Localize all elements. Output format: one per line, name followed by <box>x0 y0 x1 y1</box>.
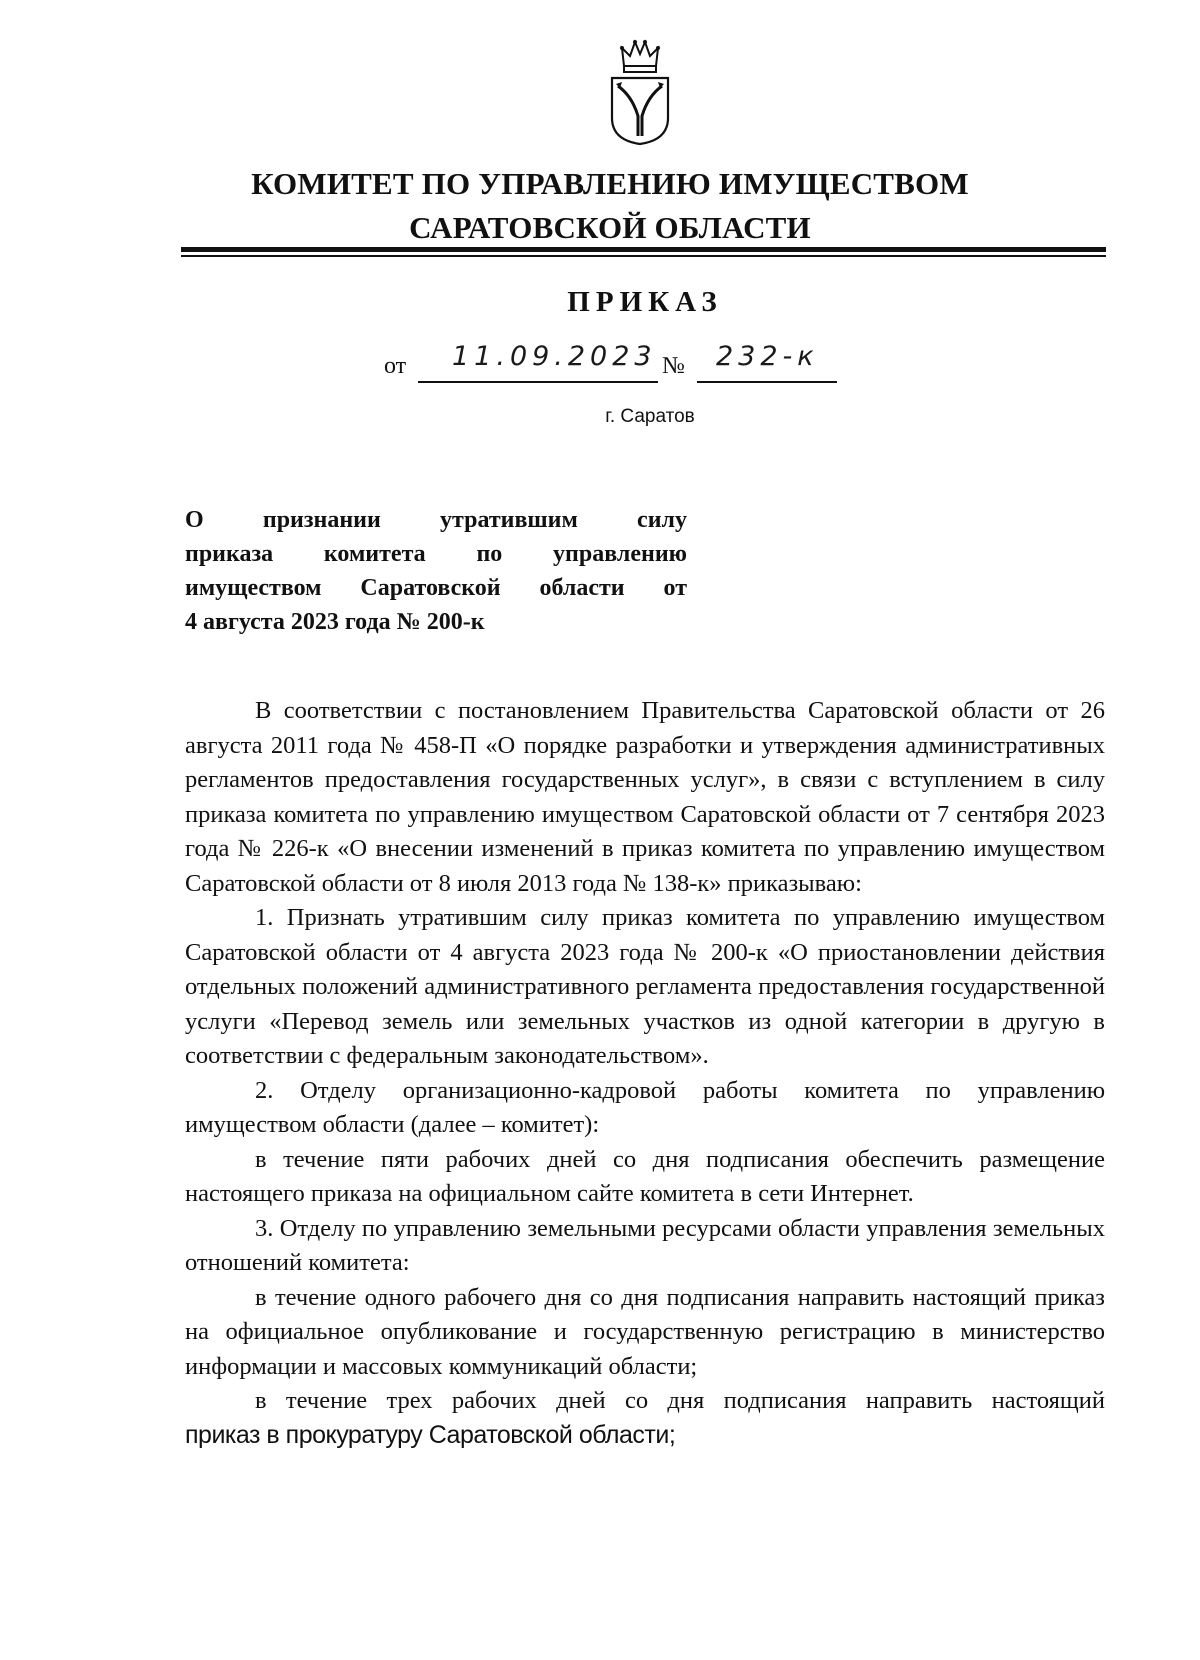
body-paragraph: В соответствии с постановлением Правительства Саратовской области от 26 августа 2011 года № 458-П «О порядке разработки и утверждения административных регламентов предоставления государственных услуг», в связи с вступлением в силу приказа комитета по управлению имуществом Саратовской области от 7 сентября 2023 года № 226-к «О внесении изменений в приказ комитета по управлению имуществом Саратовской области от 8 июля 2013 года № 138-к» приказываю: <box>185 697 1105 897</box>
organization-title <box>0 162 1200 250</box>
body-paragraph: приказ в прокуратуру Саратовской области; <box>185 1421 676 1449</box>
handwritten-number: 232-к <box>716 341 819 372</box>
subject-line: приказа комитета по управлению <box>185 541 687 567</box>
subject-line: имуществом Саратовской области от <box>185 575 687 601</box>
handwritten-date: 11.09.2023 <box>452 341 657 372</box>
city-label: г. Саратов <box>605 406 695 427</box>
body-paragraph: в течение пяти рабочих дней со дня подписания обеспечить размещение настоящего приказа на официальном сайте комитета в сети Интернет. <box>185 1145 1105 1207</box>
organization-title-line1: КОМИТЕТ ПО УПРАВЛЕНИЮ ИМУЩЕСТВОМ <box>251 166 969 201</box>
number-underline <box>697 381 837 383</box>
body-paragraph: в течение одного рабочего дня со дня подписания направить настоящий приказ на официальное опубликование и государственную регистрацию в министерство информации и массовых коммуникаций области; <box>185 1283 1105 1380</box>
subject-line: О признании утратившим силу <box>185 507 687 533</box>
date-underline <box>418 381 658 383</box>
document-subject <box>185 503 687 639</box>
body-paragraph: 3. Отделу по управлению земельными ресурсами области управления земельных отношений комитета: <box>185 1214 1105 1276</box>
date-number-row <box>384 341 920 385</box>
document-type: ПРИКАЗ <box>567 286 723 318</box>
header-divider-thick <box>181 247 1106 252</box>
organization-title-line2: САРАТОВСКОЙ ОБЛАСТИ <box>409 210 811 245</box>
body-paragraph: в течение трех рабочих дней со дня подписания направить настоящий <box>255 1387 1105 1414</box>
body-paragraph: 2. Отделу организационно-кадровой работы комитета по управлению имуществом области (далее – комитет): <box>185 1076 1105 1138</box>
saratov-coat-of-arms-icon <box>610 36 670 146</box>
number-label: № <box>662 353 685 379</box>
subject-line: 4 августа 2023 года № 200-к <box>185 609 485 635</box>
body-paragraph: 1. Признать утратившим силу приказ комитета по управлению имуществом Саратовской области от 4 августа 2023 года № 200-к «О приостановлении действия отдельных положений административного регламента предоставления государственной услуги «Перевод земель или земельных участков из одной категории в другую в соответствии с федеральным законодательством». <box>185 904 1105 1069</box>
document-body <box>185 694 1105 1453</box>
date-label: от <box>384 353 407 379</box>
header-divider-thin <box>181 255 1106 257</box>
